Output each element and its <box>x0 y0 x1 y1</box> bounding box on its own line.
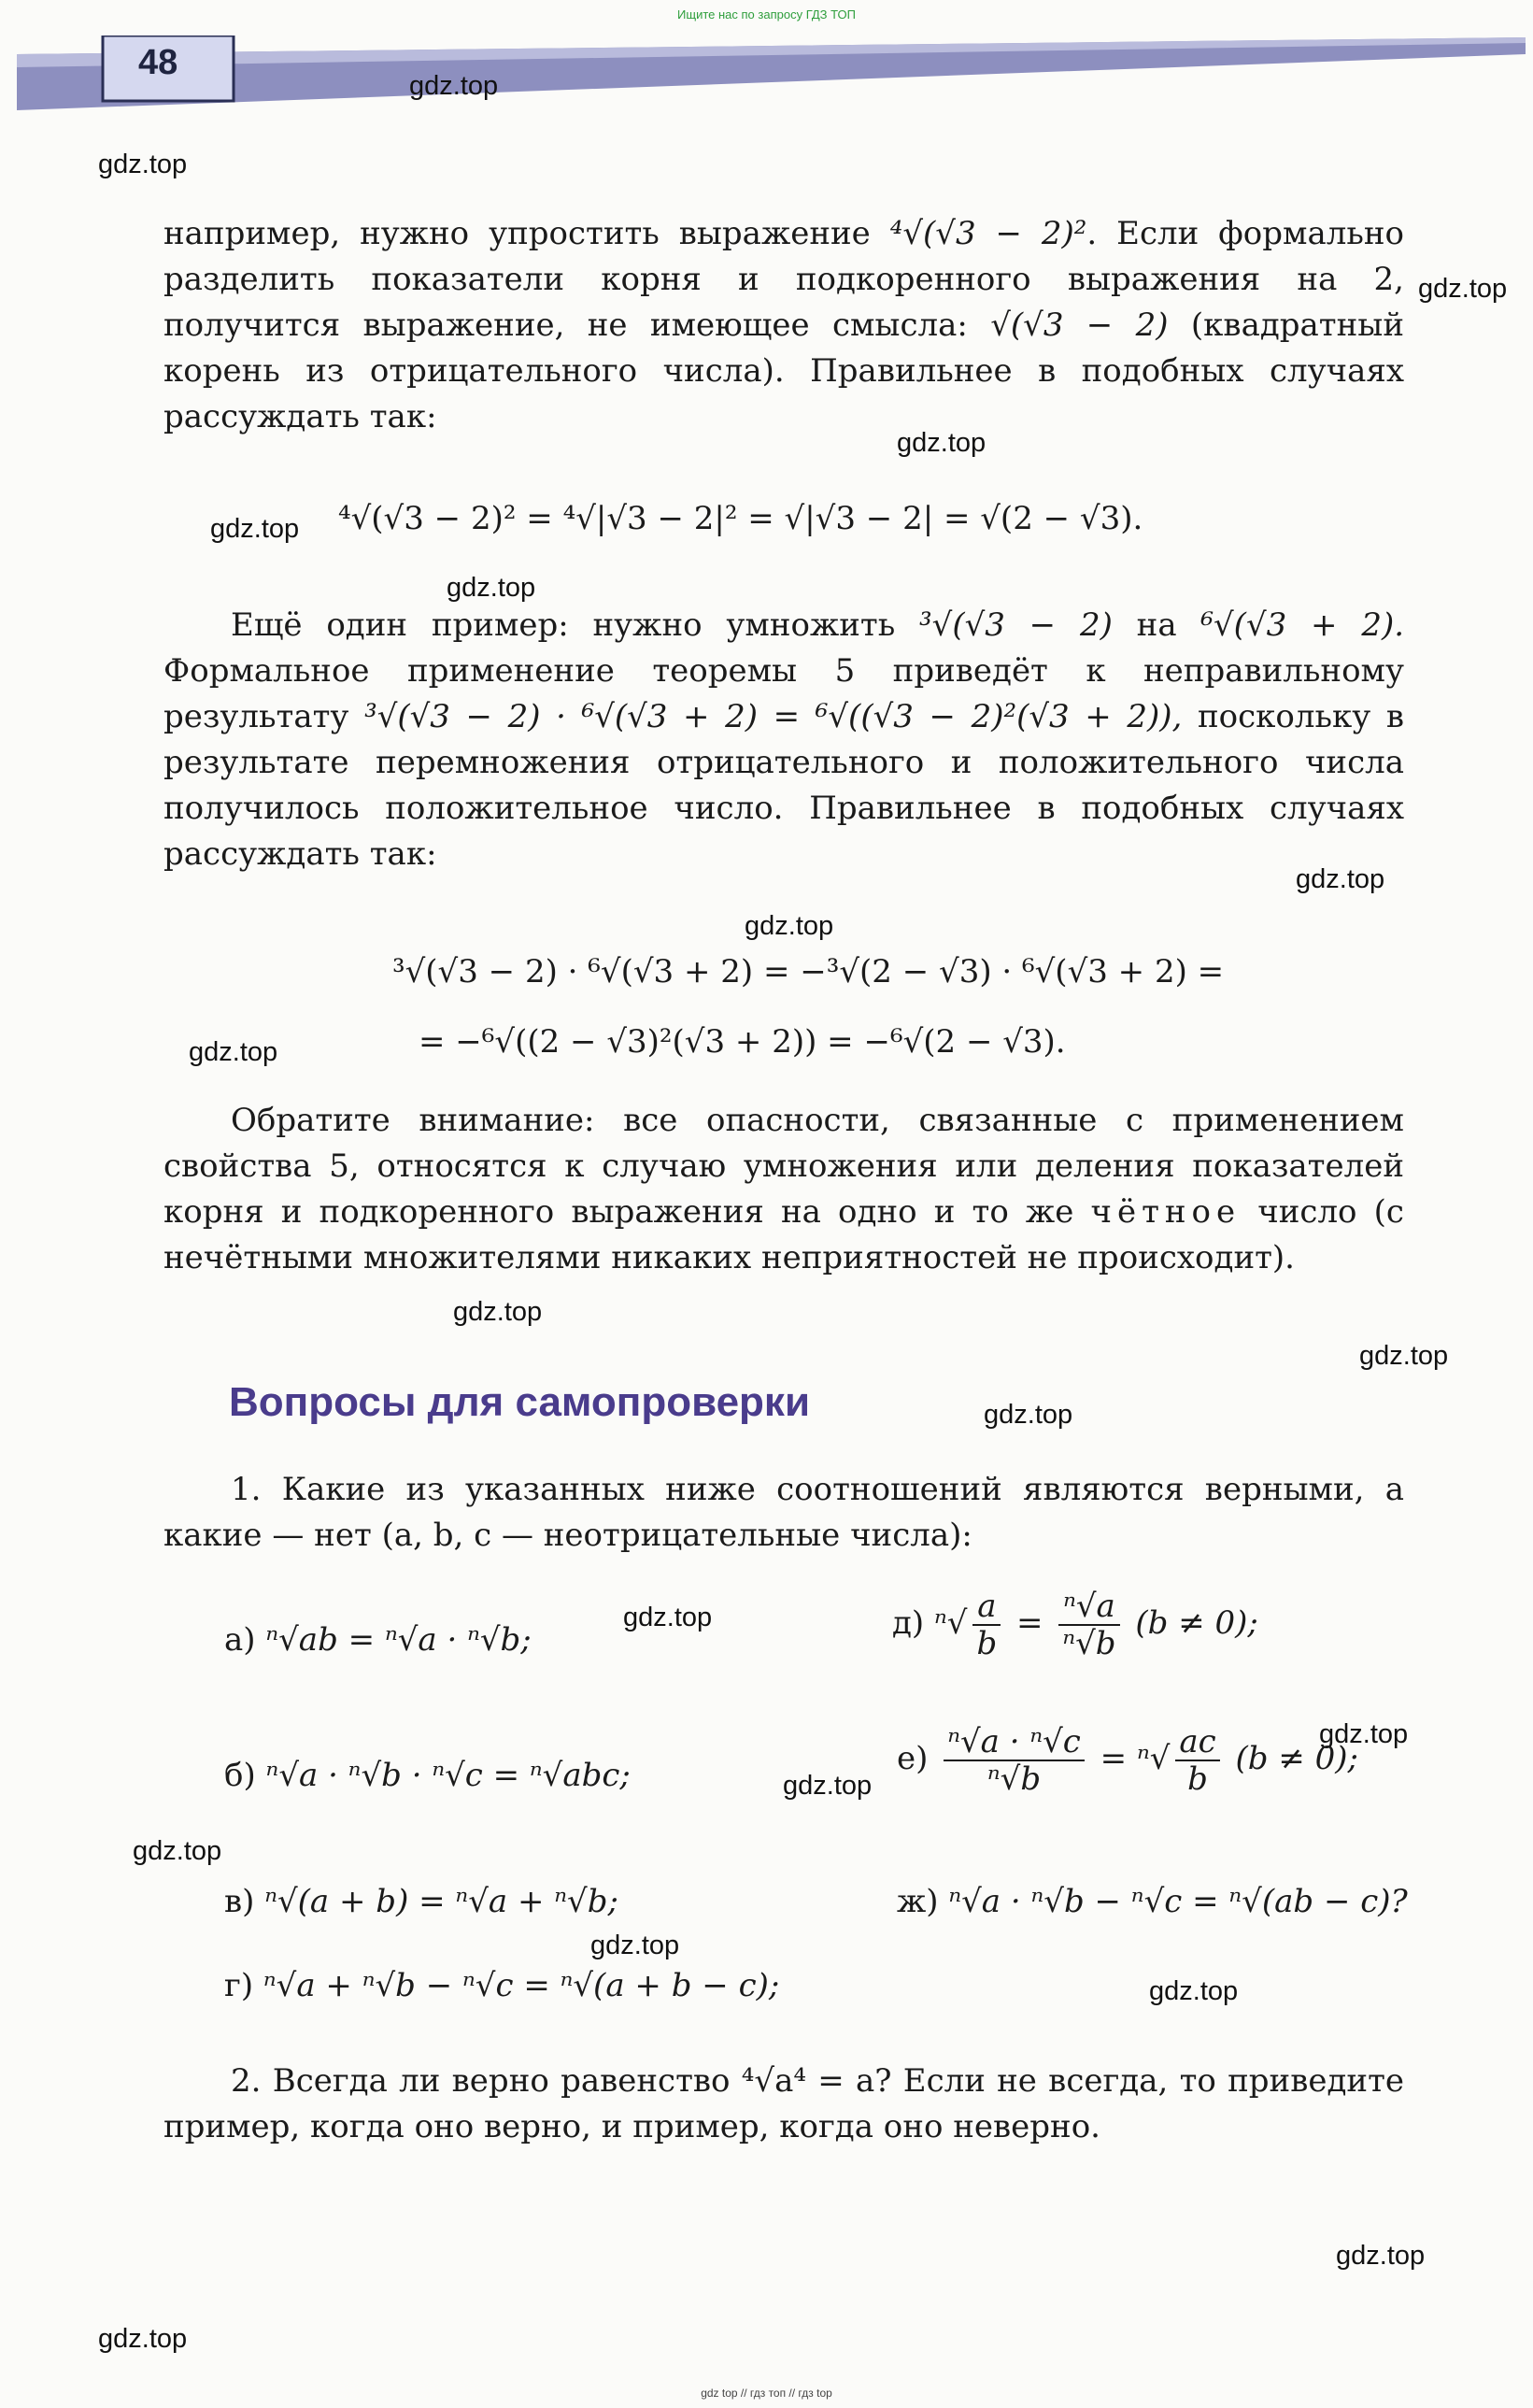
fraction: $\frac{ac}{b}$ <box>1175 1724 1219 1797</box>
watermark: gdz.top <box>98 150 188 179</box>
example-text: Формальное применение теоремы 5 приведёт к неправильному результату <box>163 652 1404 735</box>
question-2 <box>163 2059 1404 2150</box>
item-expression: ⁿ√a · ⁿ√b − ⁿ√c = ⁿ√(ab − c)? <box>948 1883 1408 1920</box>
intro-expression: ⁴√(√3 − 2)² <box>889 215 1087 252</box>
fraction: $\frac{\text{ⁿ√a}}{\text{ⁿ√b}}$ <box>1058 1589 1119 1661</box>
example-expression: ³√(√3 − 2) · ⁶√(√3 + 2) = ⁶√((√3 − 2)²(√3 + 2)), <box>364 698 1183 735</box>
top-banner-text: Ищите нас по запросу ГДЗ ТОП <box>677 7 856 21</box>
example-paragraph <box>163 603 1404 877</box>
watermark: gdz.top <box>1359 1341 1449 1371</box>
watermark: gdz.top <box>590 1931 680 1960</box>
item-g <box>224 1967 779 2004</box>
watermark: gdz.top <box>409 71 499 101</box>
example-text: поскольку в результате перемножения отрицательного и положительного числа получилось положительное число. Правильнее в подобных случаях рассуждать так: <box>163 698 1405 873</box>
item-e: е) $\frac{\text{ⁿ√a · ⁿ√c}}{\text{ⁿ√b}}$ = ⁿ√ $\frac{ac}{b}$ (b ≠ 0); <box>897 1723 1358 1798</box>
intro-expression: √(√3 − 2) <box>990 306 1169 344</box>
watermark: gdz.top <box>210 514 300 544</box>
item-b <box>224 1757 631 1794</box>
watermark: gdz.top <box>783 1771 873 1801</box>
watermark: gdz.top <box>1418 274 1508 304</box>
item-condition: (b ≠ 0); <box>1135 1604 1258 1642</box>
page-number: 48 <box>138 43 178 82</box>
item-label: ж) <box>897 1883 939 1920</box>
item-label: д) <box>892 1604 925 1642</box>
formula-product: ³√(√3 − 2) · ⁶√(√3 + 2) = −³√(2 − √3) · ⁶√(√3 + 2) = <box>392 953 1225 990</box>
bottom-banner-text: gdz top // гдз топ // гдз top <box>701 2387 832 2400</box>
item-expression: ⁿ√a · ⁿ√b · ⁿ√c = ⁿ√abc; <box>265 1757 631 1794</box>
formula-product-result: = −⁶√((2 − √3)²(√3 + 2)) = −⁶√(2 − √3). <box>419 1023 1066 1061</box>
section-title: Вопросы для самопроверки <box>229 1379 810 1425</box>
item-expression: ⁿ√(a + b) = ⁿ√a + ⁿ√b; <box>264 1883 618 1920</box>
watermark: gdz.top <box>1149 1976 1239 2006</box>
attention-paragraph <box>163 1098 1404 1281</box>
watermark: gdz.top <box>984 1400 1073 1430</box>
item-expression: ⁿ√a + ⁿ√b − ⁿ√c = ⁿ√(a + b − c); <box>263 1967 780 2004</box>
watermark: gdz.top <box>897 428 987 458</box>
item-d: д) ⁿ√ $\frac{a}{b}$ = $\frac{\text{ⁿ√a}}{\text{ⁿ√b}}$ (b ≠ 0); <box>892 1588 1258 1662</box>
example-lead: Ещё один пример: нужно умножить <box>231 606 896 644</box>
watermark: gdz.top <box>1319 1719 1409 1749</box>
watermark: gdz.top <box>133 1836 222 1866</box>
item-zh <box>897 1883 1408 1920</box>
intro-lead: например, нужно упростить выражение <box>163 215 871 252</box>
watermark: gdz.top <box>453 1297 543 1327</box>
example-expression: ³√(√3 − 2) <box>919 606 1113 644</box>
example-text: на <box>1136 606 1177 644</box>
item-label: г) <box>224 1967 254 2004</box>
item-label: а) <box>224 1621 256 1659</box>
intro-text: . Если формально разделить показатели корня и подкоренного выражения на 2, получится выражение, не имеющее смысла: <box>163 215 1404 344</box>
item-expression: ⁿ√ab = ⁿ√a · ⁿ√b; <box>265 1621 532 1659</box>
item-label: в) <box>224 1883 255 1920</box>
watermark: gdz.top <box>1336 2241 1426 2271</box>
example-expression: ⁶√(√3 + 2). <box>1200 606 1405 644</box>
intro-text: (квадратный корень из отрицательного числа). Правильнее в подобных случаях рассуждать так: <box>163 306 1404 435</box>
watermark: gdz.top <box>98 2324 188 2354</box>
watermark: gdz.top <box>1296 864 1385 894</box>
question-2-text: 2. Всегда ли верно равенство ⁴√a⁴ = a? Если не всегда, то приведите пример, когда оно верно, и пример, когда оно неверно. <box>163 2062 1404 2145</box>
emphasis-word: чётное <box>1090 1193 1242 1231</box>
watermark: gdz.top <box>189 1037 278 1067</box>
item-condition: (b ≠ 0); <box>1235 1740 1358 1777</box>
item-label: е) <box>897 1740 929 1777</box>
attention-text: Обратите внимание: все опасности, связанные с применением свойства 5, относятся к случаю умножения или деления показателей корня и подкоренного выражения на одно и то же <box>163 1102 1404 1231</box>
intro-paragraph <box>163 211 1404 440</box>
item-a <box>224 1621 532 1659</box>
page-header-band <box>17 36 1526 110</box>
watermark: gdz.top <box>447 573 536 603</box>
formula-simplification: ⁴√(√3 − 2)² = ⁴√|√3 − 2|² = √|√3 − 2| = √(2 − √3). <box>338 500 1143 537</box>
attention-text: число (с нечётными множителями никаких неприятностей не происходит). <box>163 1193 1404 1276</box>
question-1-text: 1. Какие из указанных ниже соотношений являются верными, а какие — нет (a, b, c — неотрицательные числа): <box>163 1471 1404 1554</box>
fraction: $\frac{a}{b}$ <box>972 1589 1001 1661</box>
watermark: gdz.top <box>623 1603 713 1632</box>
item-label: б) <box>224 1757 256 1794</box>
watermark: gdz.top <box>745 911 834 941</box>
fraction: $\frac{\text{ⁿ√a · ⁿ√c}}{\text{ⁿ√b}}$ <box>944 1724 1085 1797</box>
question-1 <box>163 1467 1404 1559</box>
item-v <box>224 1883 618 1920</box>
